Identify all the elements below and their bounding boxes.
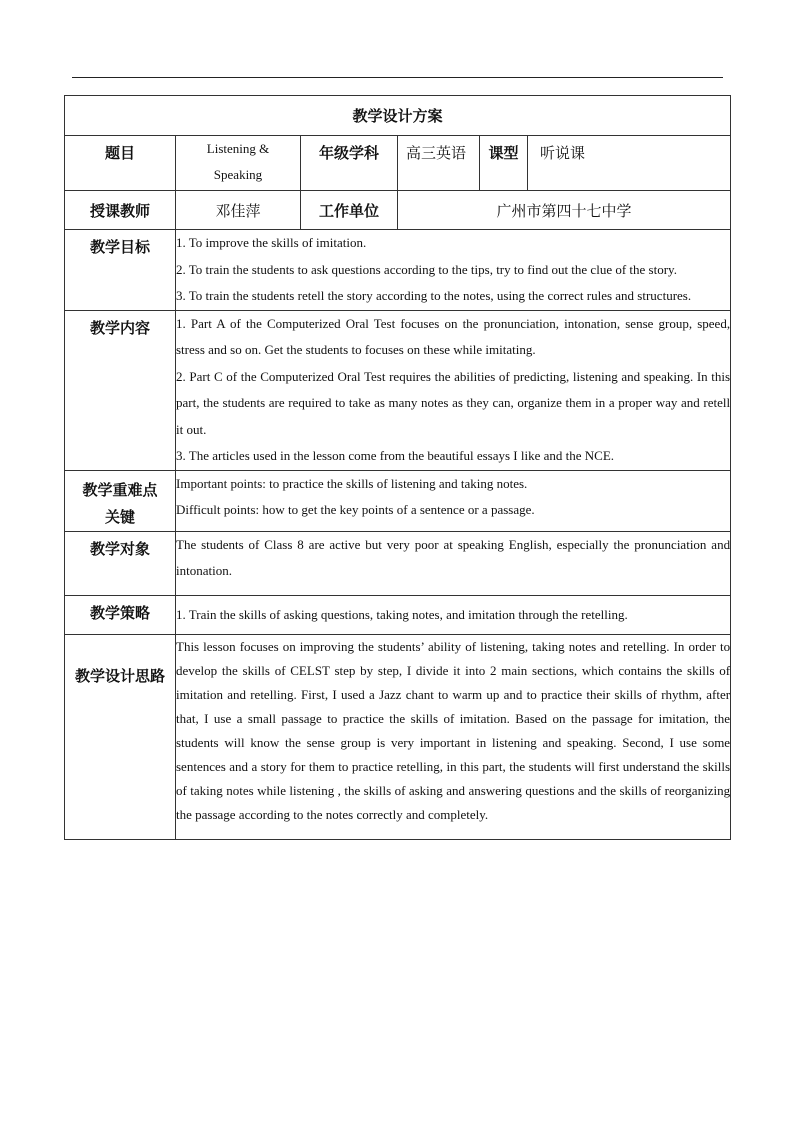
teacher-row bbox=[65, 191, 731, 230]
content-item: 2. Part C of the Computerized Oral Test requires the abilities of predicting, listening and speaking. In this part, the students are required to take as many notes as they can, organize them in a proper way and retell it out. bbox=[176, 368, 731, 437]
content-label: 教学内容 bbox=[65, 310, 176, 470]
content-item: 1. Part A of the Computerized Oral Test focuses on the pronunciation, intonation, sense group, speed, stress and so on. Get the students to focuses on these while imitating. bbox=[176, 315, 731, 357]
strategy-row bbox=[65, 595, 731, 635]
key-point-item: Important points: to practice the skills of listening and taking notes. bbox=[176, 475, 528, 491]
header-rule bbox=[72, 77, 723, 78]
objectives-body bbox=[176, 230, 731, 311]
design-row bbox=[65, 635, 731, 840]
design-body bbox=[176, 635, 731, 840]
audience-text: The students of Class 8 are active but very poor at speaking English, especially the pronunciation and intonation. bbox=[176, 536, 731, 578]
strategy-label: 教学策略 bbox=[65, 595, 176, 635]
audience-row bbox=[65, 531, 731, 595]
grade-label: 年级学科 bbox=[301, 136, 398, 191]
strategy-text: 1. Train the skills of asking questions, taking notes, and imitation through the retelling. bbox=[176, 606, 628, 622]
teacher-label: 授课教师 bbox=[65, 191, 176, 230]
unit-label: 工作单位 bbox=[301, 191, 398, 230]
grade-value: 高三英语 bbox=[398, 136, 480, 191]
key-point-item: Difficult points: how to get the key points of a sentence or a passage. bbox=[176, 502, 535, 517]
objective-item: 2. To train the students to ask questions according to the tips, try to find out the clue of the story. bbox=[176, 261, 677, 277]
key-points-label-line2: 关键 bbox=[104, 507, 135, 526]
doc-title: 教学设计方案 bbox=[65, 96, 731, 136]
title-row bbox=[65, 96, 731, 136]
key-points-row bbox=[65, 470, 731, 531]
teacher-value: 邓佳萍 bbox=[176, 191, 301, 230]
design-label: 教学设计思路 bbox=[65, 635, 176, 840]
audience-label: 教学对象 bbox=[65, 531, 176, 595]
design-text: This lesson focuses on improving the students’ ability of listening, taking notes and retelling. In order to develop the skills of CELST step by step, I divide it into 2 main sections, which contains the skills of imitation and retelling. First, I used a Jazz chant to warm up and to practice their skills of rhythm, after that, I use a small passage to practice the skills of imitation. Based on the passage for imitation, the students will know the sense group is very important in listening and speaking. Second, I use some sentences and a story for them to practice retelling, in this part, the students will first understand the skills of taking notes while listening , the skills of asking and answering questions and the skills of reorganizing the passage according to the notes correctly and completely. bbox=[176, 639, 731, 822]
key-points-label bbox=[65, 470, 176, 531]
type-label: 课型 bbox=[480, 136, 528, 191]
topic-row bbox=[65, 136, 731, 191]
content-row bbox=[65, 310, 731, 470]
type-value: 听说课 bbox=[528, 136, 731, 191]
content-body bbox=[176, 310, 731, 470]
content-item: 3. The articles used in the lesson come from the beautiful essays I like and the NCE. bbox=[176, 448, 615, 463]
strategy-body bbox=[176, 595, 731, 635]
topic-value: Listening & Speaking bbox=[176, 136, 301, 191]
topic-label: 题目 bbox=[65, 136, 176, 191]
objective-item: 1. To improve the skills of imitation. bbox=[176, 235, 367, 250]
audience-body bbox=[176, 531, 731, 595]
lesson-plan-table bbox=[64, 95, 731, 840]
key-points-label-line1: 教学重难点 bbox=[82, 480, 158, 499]
key-points-body bbox=[176, 470, 731, 531]
objectives-row bbox=[65, 230, 731, 311]
unit-value: 广州市第四十七中学 bbox=[398, 191, 731, 230]
objective-item: 3. To train the students retell the story according to the notes, using the correct rules and structures. bbox=[176, 288, 692, 303]
objectives-label: 教学目标 bbox=[65, 230, 176, 311]
